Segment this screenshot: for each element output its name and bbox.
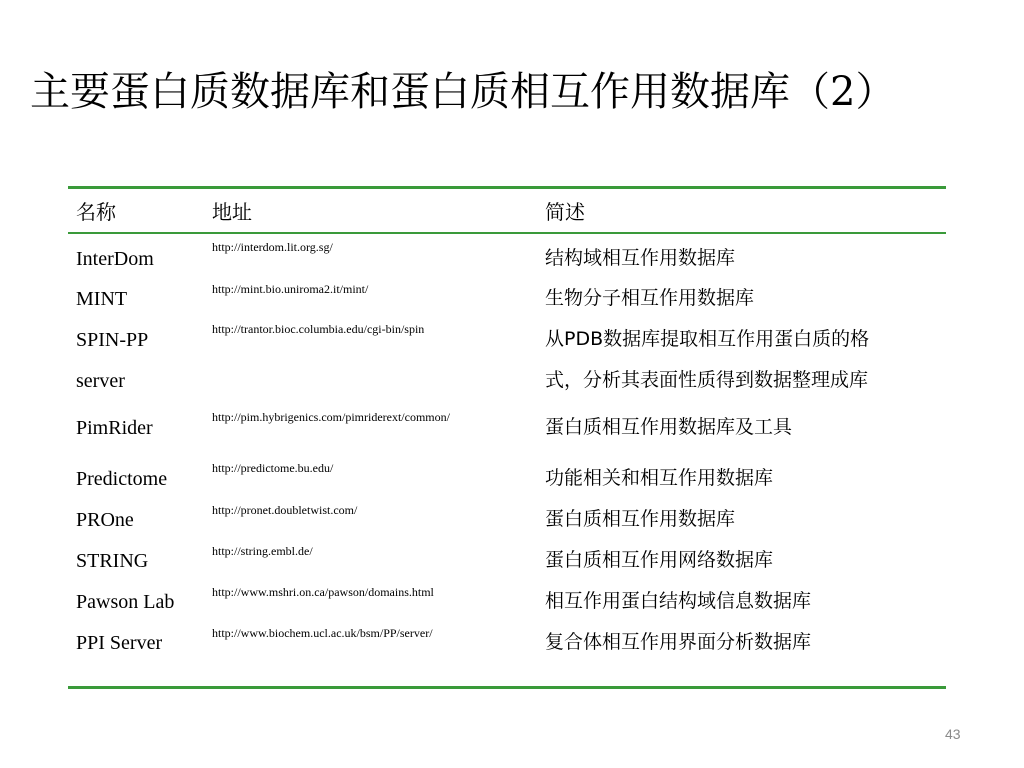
- row-name: server: [76, 370, 125, 392]
- header-name: 名称: [76, 200, 116, 224]
- row-name: PPI Server: [76, 632, 163, 654]
- row-desc: 从PDB数据库提取相互作用蛋白质的格: [545, 328, 870, 350]
- row-desc: 复合体相互作用界面分析数据库: [545, 631, 812, 653]
- row-name: Pawson Lab: [76, 591, 175, 613]
- row-url-link[interactable]: http://trantor.bioc.columbia.edu/cgi-bin/spin: [212, 322, 425, 336]
- row-url-link[interactable]: http://pronet.doubletwist.com/: [212, 503, 358, 517]
- header-desc: 简述: [545, 200, 585, 224]
- table-top-rule: [68, 186, 946, 189]
- row-name: PimRider: [76, 417, 153, 439]
- row-url-link[interactable]: http://predictome.bu.edu/: [212, 461, 334, 475]
- row-desc: 式，分析其表面性质得到数据整理成库: [545, 369, 869, 391]
- row-name: STRING: [76, 550, 149, 572]
- row-name: Predictome: [76, 468, 168, 490]
- row-name: SPIN-PP: [76, 329, 149, 351]
- row-desc: 结构域相互作用数据库: [545, 247, 736, 269]
- row-name: InterDom: [76, 248, 154, 270]
- header-url: 地址: [212, 200, 252, 224]
- row-desc: 相互作用蛋白结构域信息数据库: [545, 590, 812, 612]
- row-url-link[interactable]: http://mint.bio.uniroma2.it/mint/: [212, 282, 369, 296]
- row-desc: 蛋白质相互作用网络数据库: [545, 549, 774, 571]
- page-number: 43: [945, 726, 961, 742]
- table-bottom-rule: [68, 686, 946, 689]
- row-url-link[interactable]: http://www.mshri.on.ca/pawson/domains.html: [212, 585, 434, 599]
- table-header-rule: [68, 232, 946, 234]
- row-name: PROne: [76, 509, 134, 531]
- slide-title: 主要蛋白质数据库和蛋白质相互作用数据库（2）: [30, 69, 896, 115]
- row-url-link[interactable]: http://www.biochem.ucl.ac.uk/bsm/PP/server/: [212, 626, 433, 640]
- row-url-link[interactable]: http://pim.hybrigenics.com/pimriderext/common/: [212, 410, 450, 424]
- row-desc: 功能相关和相互作用数据库: [545, 467, 774, 489]
- row-desc: 蛋白质相互作用数据库: [545, 508, 736, 530]
- row-name: MINT: [76, 288, 128, 310]
- row-url-link[interactable]: http://interdom.lit.org.sg/: [212, 240, 333, 254]
- row-desc: 生物分子相互作用数据库: [545, 287, 755, 309]
- row-desc: 蛋白质相互作用数据库及工具: [545, 416, 793, 438]
- row-url-link[interactable]: http://string.embl.de/: [212, 544, 313, 558]
